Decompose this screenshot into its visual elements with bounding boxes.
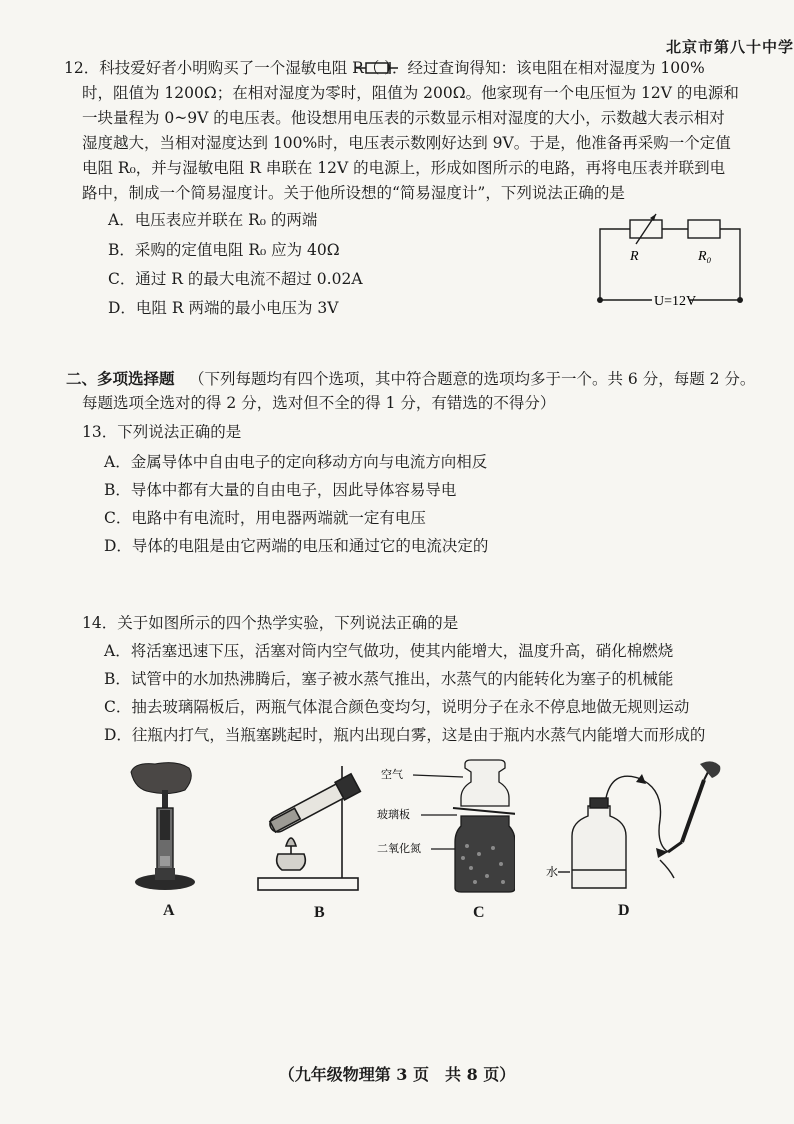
air-label: 空气 [381, 769, 403, 781]
q14-option-c: C．抽去玻璃隔板后，两瓶气体混合颜色变均匀，说明分子在永不停息地做无规则运动 [104, 698, 690, 716]
figure-b-test-tube-heating [248, 760, 378, 895]
resistor-r0-label: R₀ [698, 249, 712, 264]
q12-line-2: 时，阻值为 1200Ω；在相对湿度为零时，阻值为 200Ω。他家现有一个电压恒为 12V 的电源和 [82, 84, 739, 102]
bottle-stopper [590, 798, 608, 808]
resistor-r-label: R [630, 249, 639, 264]
q12-option-d: D．电阻 R 两端的最小电压为 3V [108, 299, 339, 317]
q12-line-6: 路中，制成一个简易湿度计。关于他所设想的“简易湿度计”，下列说法正确的是 [82, 184, 625, 202]
school-name: 北京市第八十中学 [665, 38, 794, 56]
q13-option-d: D．导体的电阻是由它两端的电压和通过它的电流决定的 [104, 537, 489, 555]
upper-bottle-air [461, 760, 509, 806]
q12-line-3: 一块量程为 0~9V 的电压表。他设想用电压表的示数显示相对湿度的大小，示数越大表示相对 [82, 109, 725, 127]
figure-a-fire-piston [125, 760, 205, 895]
pump-barrel [682, 780, 704, 842]
q14-option-d: D．往瓶内打气，当瓶塞跳起时，瓶内出现白雾，这是由于瓶内水蒸气内能增大而形成的 [104, 726, 706, 744]
q12-option-a: A．电压表应并联在 R₀ 的两端 [108, 211, 318, 229]
glass-plate-label: 玻璃板 [377, 809, 410, 821]
voltage-label: U=12V [654, 294, 697, 309]
glass-bottle [572, 806, 626, 888]
glass-plate [453, 808, 515, 814]
alcohol-lamp [277, 854, 306, 870]
q14-option-b: B．试管中的水加热沸腾后，塞子被水蒸气推出，水蒸气的内能转化为塞子的机械能 [104, 670, 674, 688]
hand-pushing-piston [131, 763, 191, 794]
figure-d-air-pump-bottle [540, 760, 730, 900]
q13-stem: 13．下列说法正确的是 [82, 423, 242, 441]
section-description: （下列每题均有四个选项，其中符合题意的选项均多于一个。共 6 分，每题 2 分。 [189, 370, 756, 388]
series-circuit-diagram [590, 212, 750, 324]
q14-stem: 14．关于如图所示的四个热学实验，下列说法正确的是 [82, 614, 459, 632]
q12-line-4: 湿度越大，当相对湿度达到 100%时，电压表示数刚好达到 9V。于是，他准备再采购一个定值 [82, 134, 731, 152]
q13-option-a: A．金属导体中自由电子的定向移动方向与电流方向相反 [104, 453, 488, 471]
q13-option-c: C．电路中有电流时，用电器两端就一定有电压 [104, 509, 426, 527]
iron-stand-base [258, 878, 358, 890]
figure-c-caption: C [473, 904, 485, 921]
q12-option-c: C．通过 R 的最大电流不超过 0.02A [108, 270, 363, 288]
humidity-resistor-icon [352, 60, 408, 76]
lower-bottle-no2 [455, 816, 515, 892]
figure-b-caption: B [314, 904, 325, 921]
figure-d-caption: D [618, 902, 630, 919]
section-description-2: 每题选项全选对的得 2 分，选对但不全的得 1 分，有错选的不得分） [82, 394, 556, 412]
q12-line-5: 电阻 R₀，并与湿敏电阻 R 串联在 12V 的电源上，形成如图所示的电路，再将电压表并联到电 [82, 159, 726, 177]
nitrogen-dioxide-label: 二氧化氮 [377, 843, 421, 855]
q12-option-b: B．采购的定值电阻 R₀ 应为 40Ω [108, 241, 340, 259]
figure-c-gas-diffusion [375, 758, 515, 898]
section-title: 二、多项选择题 [66, 369, 175, 388]
figure-a-caption: A [163, 902, 175, 919]
flame [286, 838, 296, 846]
water-label: 水 [546, 865, 559, 879]
q13-option-b: B．导体中都有大量的自由电子，因此导体容易导电 [104, 481, 457, 499]
q14-option-a: A．将活塞迅速下压，活塞对筒内空气做功，使其内能增大，温度升高，硝化棉燃烧 [104, 642, 674, 660]
hand-on-pump [700, 761, 720, 778]
q12-line-1: 12．科技爱好者小明购买了一个湿敏电阻 R（ ）．经过查询得知：该电阻在相对湿度为 100% [64, 59, 705, 77]
page-footer: （九年级物理第 3 页 共 8 页） [278, 1065, 516, 1084]
fixed-resistor-symbol [688, 220, 720, 238]
